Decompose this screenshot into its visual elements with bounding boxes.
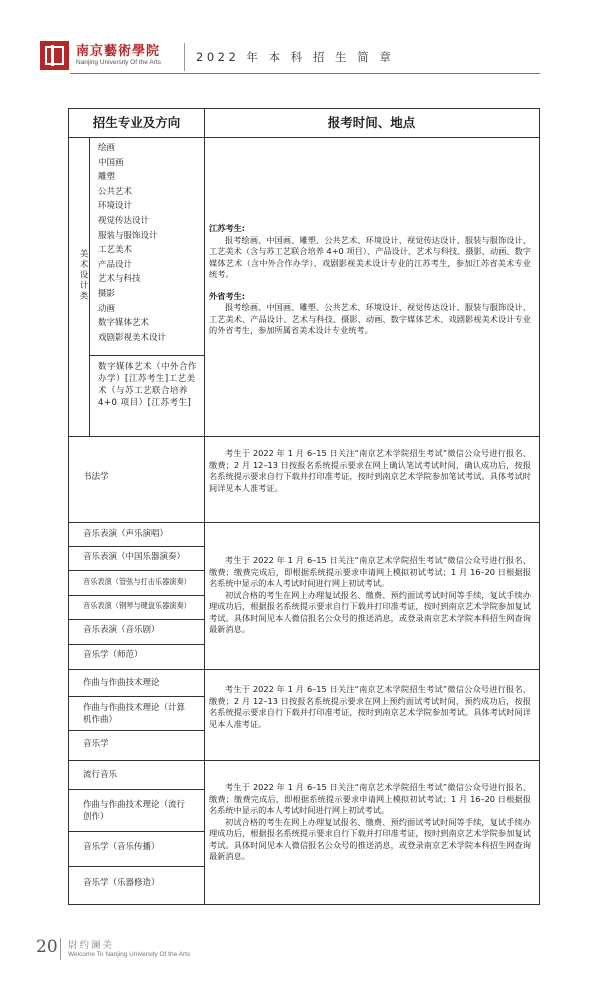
row-divider: [69, 789, 204, 790]
row-divider: [69, 696, 204, 697]
calligraphy-text: 考生于 2022 年 1 月 6–15 日关注“南京艺术学院招生考试”微信公众号进行报名、缴费；2 月 12–13 日按报名系统提示要求在网上确认笔试考试时间，确认成功后，按报名系统提示要求自行下载并打印准考证，按时到南京艺术学院参加笔试考试。具体考试时间详见本人准考证。: [209, 448, 531, 493]
row-divider: [69, 831, 204, 832]
list-item: 音乐学（乐器修造）: [83, 878, 160, 888]
list-item: 音乐学: [83, 739, 109, 749]
row-divider: [69, 570, 204, 571]
row-divider: [69, 137, 539, 138]
row-divider: [69, 866, 204, 867]
list-item: 环境设计: [98, 201, 133, 212]
col-divider: [204, 109, 205, 904]
music-text-1: 考生于 2022 年 1 月 6–15 日关注“南京艺术学院招生考试”微信公众号进行报名、缴费；缴费完成后，即根据系统提示要求申请网上模拟初试考试；1 月 16–20 日根据报名系统中显示的本人考试时间进行网上初试考试。: [209, 555, 531, 588]
row-divider: [69, 644, 204, 645]
list-item: 服装与服饰设计: [98, 230, 158, 241]
header-rule: [70, 73, 540, 74]
row-divider: [69, 595, 204, 596]
fine-arts-major-list: [98, 141, 202, 345]
list-item: 作曲与作曲技术理论（流行创作）: [83, 800, 186, 822]
list-item: 音乐表演（管弦与打击乐器演奏）: [83, 577, 191, 586]
col1-header: 招生专业及方向: [92, 115, 181, 130]
col2-header: 报考时间、地点: [327, 115, 416, 130]
row-divider: [69, 546, 204, 547]
calligraphy-major: 书法学: [83, 472, 109, 482]
list-item: 音乐表演（钢琴与键盘乐器演奏）: [83, 601, 191, 610]
fine-arts-special-majors: 数字媒体艺术（中外合作办学）[江苏考生]工艺美术（与苏工艺联合培养 4+0 项目）[江苏考生]: [98, 362, 198, 408]
list-item: 音乐表演（中国乐器演奏）: [83, 552, 186, 562]
popular-text-1: 考生于 2022 年 1 月 6–15 日关注“南京艺术学院招生考试”微信公众号进行报名、缴费；缴费完成后，即根据系统提示要求申请网上模拟初试考试；1 月 16–20 日根据报名系统中显示的本人考试时间进行网上初试考试。: [209, 782, 531, 815]
footer-divider: [60, 938, 61, 960]
list-item: 音乐表演（声乐演唱）: [83, 529, 169, 539]
fine-arts-category: 美术设计类: [78, 249, 88, 302]
list-item: 视觉传达设计: [98, 215, 150, 226]
sub-col-divider: [89, 137, 90, 436]
row-divider: [69, 669, 539, 670]
jiangsu-text: 报考绘画、中国画、雕塑、公共艺术、环境设计、视觉传达设计、服装与服饰设计、工艺美术（含与苏工艺联合培养 4+0 项目）、产品设计、艺术与科技、摄影、动画、数字媒体艺术（含中外合作办学）、戏剧影视美术设计专业的江苏考生，参加江苏省美术专业统考。: [209, 234, 531, 279]
list-item: 音乐学（师范）: [83, 650, 143, 660]
list-item: 作曲与作曲技术理论（计算机作曲）: [83, 703, 186, 725]
outside-text: 报考绘画、中国画、雕塑、公共艺术、环境设计、视觉传达设计、服装与服饰设计、工艺美术、产品设计、艺术与科技、摄影、动画、数字媒体艺术、戏剧影视美术设计专业的外省考生，参加所属省美术设计专业统考。: [209, 302, 531, 335]
school-name-cn: 南京藝術學院: [76, 44, 161, 59]
header-divider: [184, 43, 185, 71]
row-divider: [69, 436, 539, 437]
row-divider: [89, 355, 204, 356]
list-item: 动画: [98, 303, 116, 314]
list-item: 音乐学（音乐传播）: [83, 842, 160, 852]
list-item: 摄影: [98, 288, 116, 299]
composition-text: 考生于 2022 年 1 月 6–15 日关注“南京艺术学院招生考试”微信公众号进行报名、缴费；2 月 12–13 日按报名系统提示要求在网上预约面试考试时间，预约成功后，按报名系统提示要求自行下载并打印准考证，按时到南京艺术学院参加考试。具体考试时间详见本人准考证。: [209, 684, 531, 729]
list-item: 中国画: [98, 157, 124, 168]
popular-block: [209, 782, 531, 863]
jiangsu-block: [209, 223, 531, 337]
row-divider: [69, 730, 204, 731]
list-item: 数字媒体艺术: [98, 318, 150, 329]
row-divider: [69, 619, 204, 620]
school-name-en: Nanjing University Of the Arts: [76, 59, 161, 66]
school-logo-icon: [40, 41, 69, 70]
row-divider: [69, 760, 539, 761]
list-item: 产品设计: [98, 259, 133, 270]
row-divider: [69, 522, 539, 523]
list-item: 艺术与科技: [98, 274, 141, 285]
list-item: 作曲与作曲技术理论: [83, 678, 160, 688]
list-item: 工艺美术: [98, 245, 133, 256]
list-item: 雕塑: [98, 172, 116, 183]
footer-slogan-cn: 尉约澜美: [68, 940, 115, 951]
popular-text-2: 初试合格的考生在网上办理复试报名、缴费、预约面试考试时间等手续，复试手续办理成功后，根据报名系统提示要求自行下载并打印准考证，按时到南京艺术学院参加复试考试。具体时间见本人微信报名公众号的推送消息，或登录南京艺术学院本科招生网查询最新消息。: [209, 816, 531, 861]
list-item: 绘画: [98, 143, 116, 153]
footer-slogan-en: Welcome To Nanjing University Of the Arts: [68, 951, 191, 958]
music-text-2: 初试合格的考生在网上办理复试报名、缴费、预约面试考试时间等手续，复试手续办理成功后，根据报名系统提示要求自行下载并打印准考证，按时到南京艺术学院参加复试考试。具体时间见本人微信报名公众号的推送消息，或登录南京艺术学院本科招生网查询最新消息。: [209, 589, 531, 634]
jiangsu-title: 江苏考生:: [209, 223, 246, 233]
list-item: 戏剧影视美术设计: [98, 332, 167, 343]
admission-table: [68, 108, 540, 905]
list-item: 公共艺术: [98, 186, 133, 197]
outside-title: 外省考生:: [209, 290, 246, 301]
list-item: 音乐表演（音乐剧）: [83, 625, 160, 635]
page-title: 2022 年 本 科 招 生 简 章: [196, 50, 395, 64]
music-block: [209, 555, 531, 636]
list-item: 流行音乐: [83, 770, 118, 780]
page-number: 20: [36, 937, 58, 957]
